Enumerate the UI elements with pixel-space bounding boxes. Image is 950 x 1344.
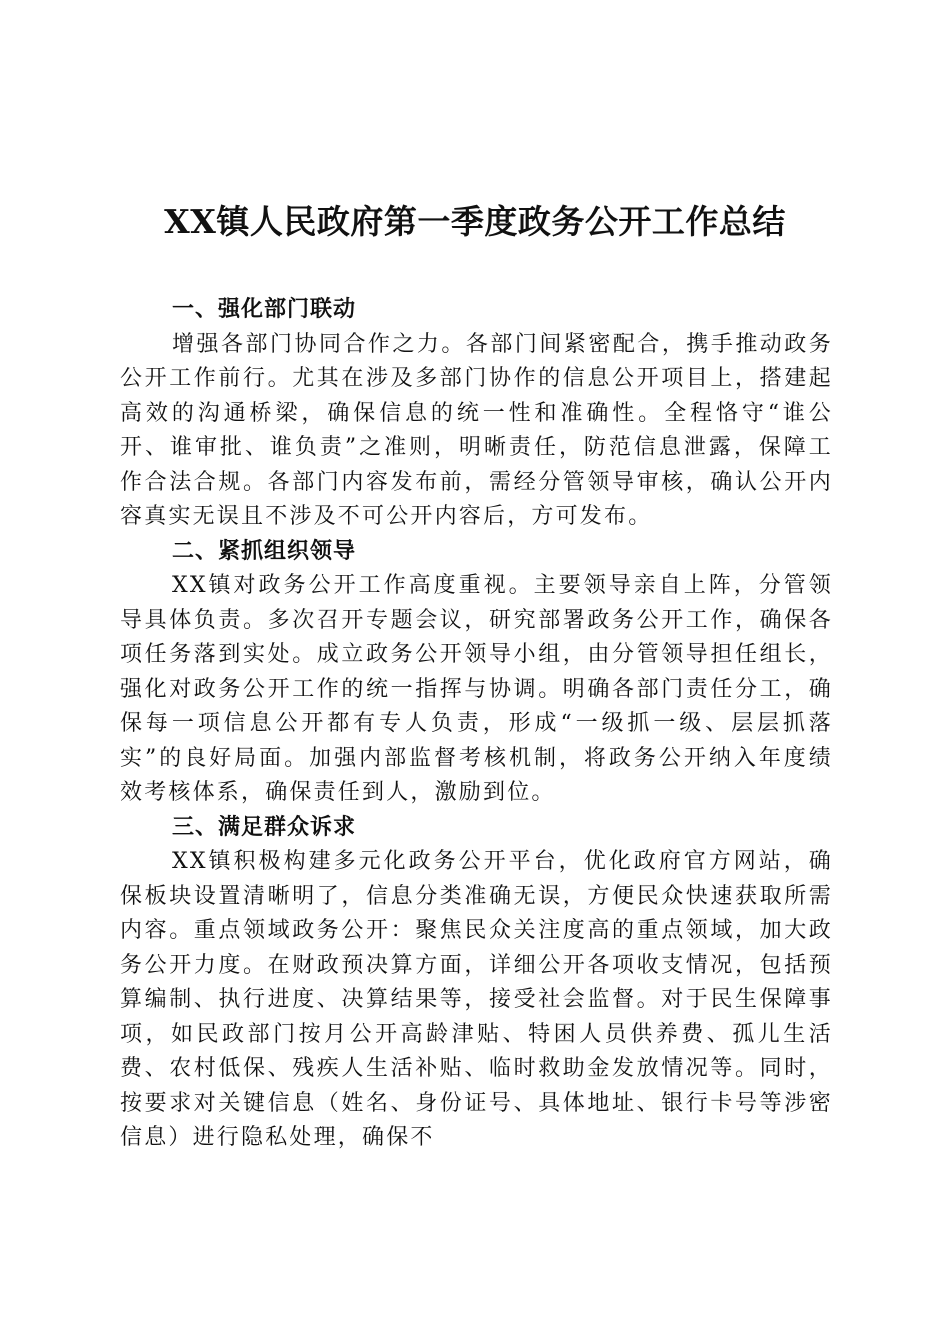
section-heading: 二、紧抓组织领导 [172, 538, 357, 564]
section-public-demands [120, 811, 833, 1156]
section-paragraph: 增强各部门协同合作之力。各部门间紧密配合，携手推动政务公开工作前行。尤其在涉及多部门协作的信息公开项目上，搭建起高效的沟通桥梁，确保信息的统一性和准确性。全程恪守“谁公开、谁审批、谁负责”之准则，明晰责任，防范信息泄露，保障工作合法合规。各部门内容发布前，需经分管领导审核，确认公开内容真实无误且不涉及不可公开内容后，方可发布。 [120, 331, 833, 529]
section-paragraph: XX镇对政务公开工作高度重视。主要领导亲自上阵，分管领导具体负责。多次召开专题会议，研究部署政务公开工作，确保各项任务落到实处。成立政务公开领导小组，由分管领导担任组长，强化对政务公开工作的统一指挥与协调。明确各部门责任分工，确保每一项信息公开都有专人负责，形成“一级抓一级、层层抓落实”的良好局面。加强内部监督考核机制，将政务公开纳入年度绩效考核体系，确保责任到人，激励到位。 [120, 573, 833, 805]
section-heading: 三、满足群众诉求 [172, 814, 357, 840]
section-strengthen-coordination [120, 293, 833, 535]
section-paragraph: XX镇积极构建多元化政务公开平台，优化政府官方网站，确保板块设置清晰明了，信息分类准确无误，方便民众快速获取所需内容。重点领域政务公开：聚焦民众关注度高的重点领域，加大政务公开力度。在财政预决算方面，详细公开各项收支情况，包括预算编制、执行进度、决算结果等，接受社会监督。对于民生保障事项，如民政部门按月公开高龄津贴、特困人员供养费、孤儿生活费、农村低保、残疾人生活补贴、临时救助金发放情况等。同时，按要求对关键信息（姓名、身份证号、具体地址、银行卡号等涉密信息）进行隐私处理，确保不 [120, 849, 833, 1150]
section-heading: 一、强化部门联动 [172, 297, 357, 322]
document-body [120, 293, 833, 1156]
document-title: XX镇人民政府第一季度政务公开工作总结 [164, 202, 786, 241]
section-organizational-leadership [120, 535, 833, 811]
